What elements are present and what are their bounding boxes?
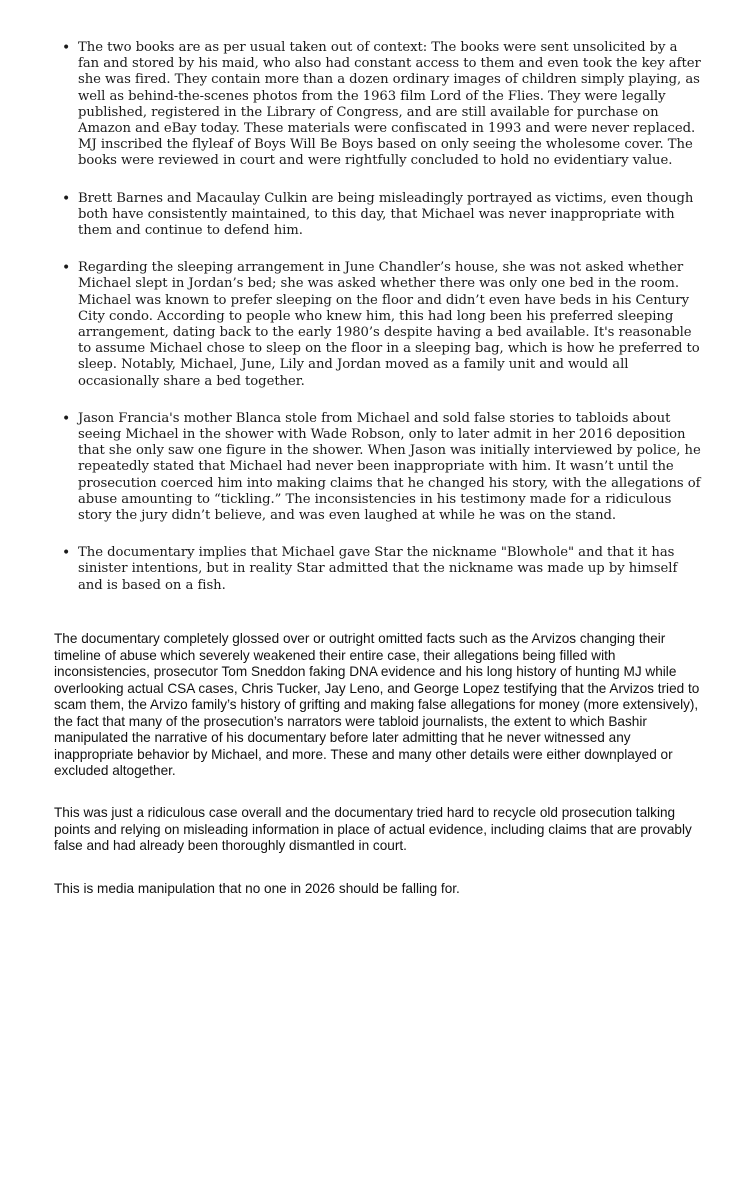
bullet-sleeping-arrangement: • Regarding the sleeping arrangement in June Chandler’s house, she was not asked whether Michael slept in Jordan’s bed; she was asked whether there was only one bed in the room. Michael was known to prefer sleeping on the floor and didn’t even have beds in his Century City condo. According to people who knew him, this had long been his preferred sleeping arrangement, dating back to the early 1980’s despite having a bed available. It's reasonable to assume Michael chose to sleep on the floor in a sleeping bag, which is how he preferred to sleep. Notably, Michael, June, Lily and Jordan moved as a family unit and would all occasionally share a bed together.	[62, 260, 702, 390]
bullet-books-context: • The two books are as per usual taken out of context: The books were sent unsolicited by a fan and stored by his maid, who also had constant access to them and even took the key after she was fired. They contain more than a dozen ordinary images of children simply playing, as well as behind-the-scenes photos from the 1963 film Lord of the Flies. They were legally published, registered in the Library of Congress, and are still available for purchase on Amazon and eBay today. These materials were confiscated in 1993 and were never replaced. MJ inscribed the flyleaf of Boys Will Be Boys based on only seeing the wholesome cover. The books were reviewed in court and were rightfully concluded to hold no evidentiary value.	[62, 40, 702, 170]
bullet-barnes-culkin: • Brett Barnes and Macaulay Culkin are being misleadingly portrayed as victims, even though both have consistently maintained, to this day, that Michael was never inappropriate with them and continue to defend him.	[62, 191, 702, 240]
bullet-list	[62, 40, 702, 615]
bullet-blowhole-nickname: • The documentary implies that Michael gave Star the nickname "Blowhole" and that it has sinister intentions, but in reality Star admitted that the nickname was made up by himself and is based on a fish.	[62, 545, 702, 594]
paragraph-ridiculous-case: This was just a ridiculous case overall and the documentary tried hard to recycle old prosecution talking points and relying on misleading information in place of actual evidence, including claims that are provably false and had already been thoroughly dismantled in court.	[54, 805, 692, 853]
bullet-jason-francia: • Jason Francia's mother Blanca stole from Michael and sold false stories to tabloids about seeing Michael in the shower with Wade Robson, only to later admit in her 2016 deposition that she only saw one figure in the shower. When Jason was initially interviewed by police, he repeatedly stated that Michael had never been inappropriate with him. It wasn’t until the prosecution coerced him into making claims that he changed his story, with the allegations of abuse amounting to “tickling.” The inconsistencies in his testimony made for a ridiculous story the jury didn’t believe, and was even laughed at while he was on the stand.	[62, 411, 702, 524]
paragraph-omitted-facts: The documentary completely glossed over or outright omitted facts such as the Arvizos changing their timeline of abuse which severely weakened their entire case, their allegations being filled with inconsistencies, prosecutor Tom Sneddon faking DNA evidence and his long history of hunting MJ while overlooking actual CSA cases, Chris Tucker, Jay Leno, and George Lopez testifying that the Arvizos tried to scam them, the Arvizo family’s history of grifting and making false allegations for money (more extensively), the fact that many of the prosecution’s narrators were tabloid journalists, the extent to which Bashir manipulated the narrative of his documentary before later admitting that he never witnessed any inappropriate behavior by Michael, and more. These and many other details were either downplayed or excluded altogether.	[54, 631, 700, 778]
paragraph-media-manipulation: This is media manipulation that no one in 2026 should be falling for.	[54, 881, 460, 896]
